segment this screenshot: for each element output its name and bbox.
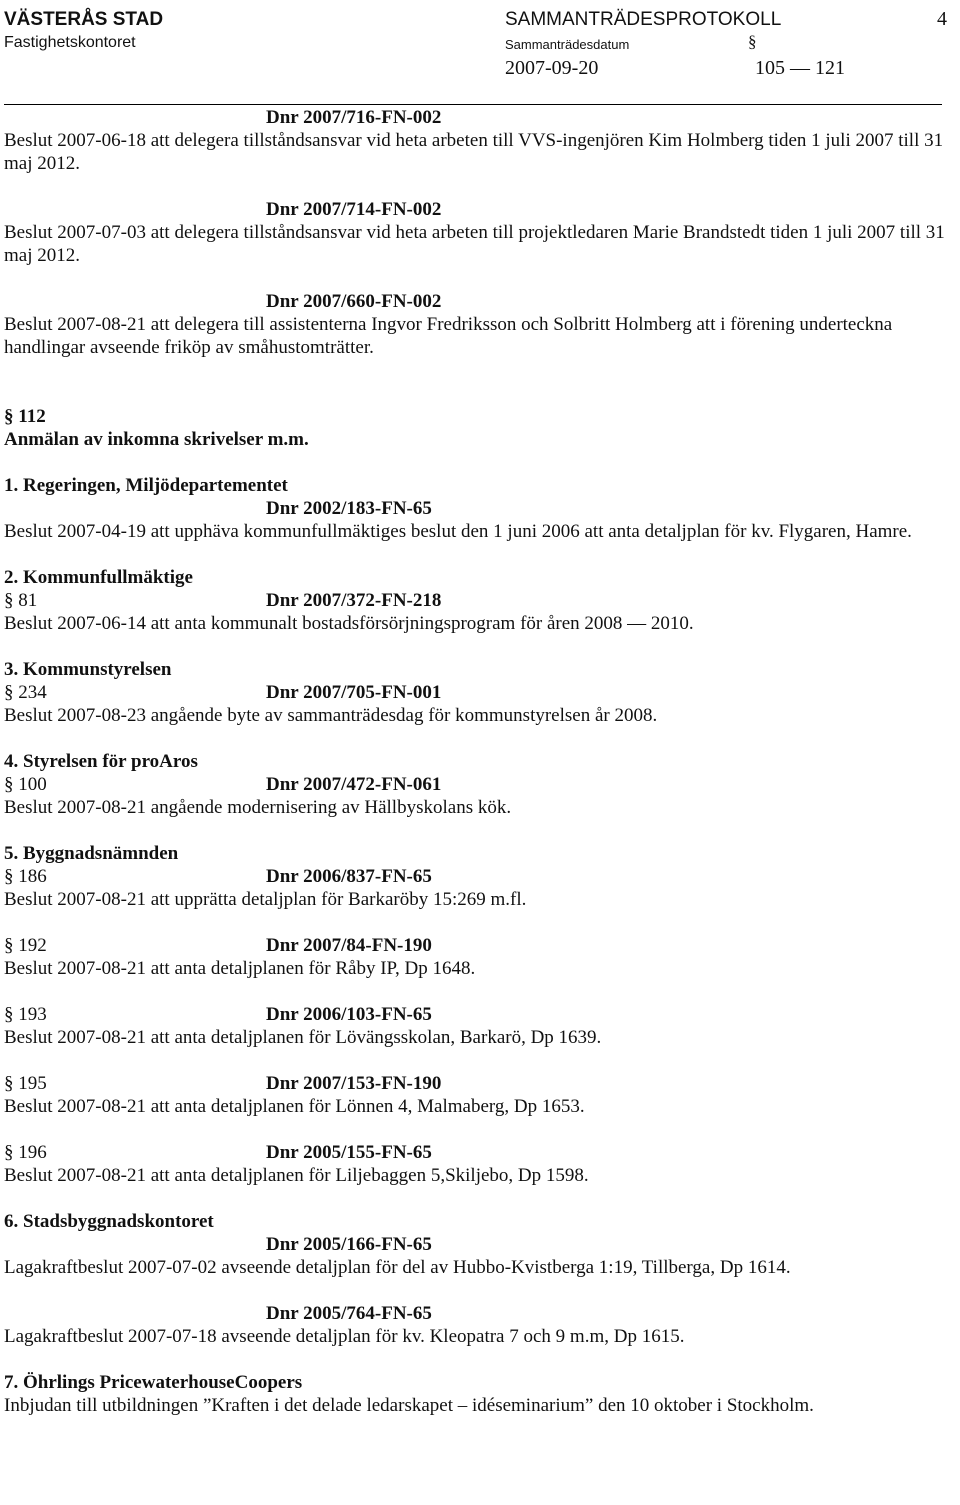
decision-text: Beslut 2007-08-21 att anta detaljplanen för Liljebaggen 5,Skiljebo, Dp 1598.	[4, 1165, 589, 1186]
city-name: VÄSTERÅS STAD	[4, 9, 164, 30]
entry-ref-row	[4, 681, 954, 704]
intro-item	[4, 106, 954, 175]
paragraph-ref: § 234	[4, 682, 47, 703]
decision-text: Beslut 2007-08-21 angående modernisering av Hällbyskolans kök.	[4, 797, 512, 818]
group-heading: 3. Kommunstyrelsen	[4, 659, 172, 680]
dnr-number: Dnr 2007/714-FN-002	[266, 199, 442, 220]
dnr-number: Dnr 2005/155-FN-65	[266, 1142, 432, 1163]
dnr-number: Dnr 2002/183-FN-65	[266, 498, 432, 519]
decision-text: Inbjudan till utbildningen ”Kraften i det delade ledarskapet – idéseminarium” den 10 oktober i Stockholm.	[4, 1395, 814, 1416]
section-number: § 112	[4, 406, 46, 427]
entry-ref-row	[4, 589, 954, 612]
entry	[4, 934, 954, 980]
intro-item	[4, 290, 954, 359]
decision-text: Beslut 2007-06-14 att anta kommunalt bostadsförsörjningsprogram för åren 2008 — 2010.	[4, 613, 694, 634]
entry	[4, 865, 954, 911]
paragraph-ref: § 195	[4, 1073, 47, 1094]
paragraph-ref: § 100	[4, 774, 47, 795]
group-heading: 1. Regeringen, Miljödepartementet	[4, 475, 288, 496]
dnr-number: Dnr 2006/837-FN-65	[266, 866, 432, 887]
dnr-number: Dnr 2007/716-FN-002	[266, 107, 442, 128]
dnr-number: Dnr 2007/660-FN-002	[266, 291, 442, 312]
entry	[4, 1233, 954, 1279]
paragraph-ref: § 81	[4, 590, 38, 611]
dnr-number: Dnr 2007/472-FN-061	[266, 774, 442, 795]
entry	[4, 1302, 954, 1348]
decision-text: Beslut 2007-08-21 att anta detaljplanen för Lövängsskolan, Barkarö, Dp 1639.	[4, 1027, 602, 1048]
entry-ref-row	[4, 1003, 954, 1026]
decision-text: Beslut 2007-04-19 att upphäva kommunfullmäktiges beslut den 1 juni 2006 att anta detaljplan för kv. Flygaren, Hamre.	[4, 521, 912, 542]
entry-ref-row	[4, 1141, 954, 1164]
entry	[4, 1141, 954, 1187]
group-heading: 4. Styrelsen för proAros	[4, 751, 198, 772]
section-heading	[4, 405, 954, 451]
header-left	[4, 8, 163, 54]
group-heading: 7. Öhrlings PricewaterhouseCoopers	[4, 1372, 303, 1393]
group-heading: 6. Stadsbyggnadskontoret	[4, 1211, 214, 1232]
dnr-number: Dnr 2007/153-FN-190	[266, 1073, 442, 1094]
paragraph-ref: § 186	[4, 866, 47, 887]
meeting-date: 2007-09-20	[505, 57, 599, 79]
decision-text: Beslut 2007-06-18 att delegera tillståndsansvar vid heta arbeten till VVS-ingenjören Kim Holmberg tiden 1 juli 2007 till 31 maj 2012.	[4, 130, 944, 174]
page-number: 4	[937, 8, 947, 30]
entry-ref-row	[4, 865, 954, 888]
intro-item	[4, 198, 954, 267]
group-proaros	[4, 750, 954, 819]
dnr-number: Dnr 2007/372-FN-218	[266, 590, 442, 611]
paragraph-ref: § 196	[4, 1142, 47, 1163]
dnr-number: Dnr 2005/764-FN-65	[266, 1303, 432, 1324]
entry	[4, 1072, 954, 1118]
decision-text: Beslut 2007-08-21 att anta detaljplanen för Råby IP, Dp 1648.	[4, 958, 476, 979]
dnr-number: Dnr 2006/103-FN-65	[266, 1004, 432, 1025]
header-section-sign: §	[748, 32, 757, 51]
header-middle	[505, 8, 905, 56]
group-stadsbyggnadskontoret	[4, 1210, 954, 1348]
group-regeringen	[4, 474, 954, 543]
decision-text: Lagakraftbeslut 2007-07-18 avseende detaljplan för kv. Kleopatra 7 och 9 m.m, Dp 1615.	[4, 1326, 685, 1347]
section-title: Anmälan av inkomna skrivelser m.m.	[4, 429, 309, 450]
document-body	[4, 106, 954, 1417]
dnr-number: Dnr 2007/705-FN-001	[266, 682, 442, 703]
decision-text: Beslut 2007-08-23 angående byte av sammanträdesdag för kommunstyrelsen år 2008.	[4, 705, 658, 726]
header-divider	[4, 104, 942, 105]
group-kommunfullmaktige	[4, 566, 954, 635]
entry-ref-row	[4, 1072, 954, 1095]
entry-ref-row	[4, 773, 954, 796]
decision-text: Beslut 2007-07-03 att delegera tillståndsansvar vid heta arbeten till projektledaren Marie Brandstedt tiden 1 juli 2007 till 31 maj 2012.	[4, 222, 945, 266]
dnr-number: Dnr 2007/84-FN-190	[266, 935, 432, 956]
paragraph-ref: § 193	[4, 1004, 47, 1025]
decision-text: Beslut 2007-08-21 att delegera till assistenterna Ingvor Fredriksson och Solbritt Holmberg att i förening underteckna handlingar avseende friköp av småhustomträtter.	[4, 314, 893, 358]
document-type: SAMMANTRÄDESPROTOKOLL	[505, 9, 782, 30]
paragraph-ref: § 192	[4, 935, 47, 956]
decision-text: Lagakraftbeslut 2007-07-02 avseende detaljplan för del av Hubbo-Kvistberga 1:19, Tillberga, Dp 1614.	[4, 1257, 791, 1278]
group-pwc	[4, 1371, 954, 1417]
group-byggnadsnamnden	[4, 842, 954, 1187]
group-kommunstyrelsen	[4, 658, 954, 727]
office-name: Fastighetskontoret	[4, 34, 136, 51]
section-range: 105 — 121	[755, 57, 845, 79]
entry	[4, 1003, 954, 1049]
date-label: Sammanträdesdatum	[505, 37, 630, 52]
dnr-number: Dnr 2005/166-FN-65	[266, 1234, 432, 1255]
decision-text: Beslut 2007-08-21 att upprätta detaljplan för Barkaröby 15:269 m.fl.	[4, 889, 527, 910]
decision-text: Beslut 2007-08-21 att anta detaljplanen för Lönnen 4, Malmaberg, Dp 1653.	[4, 1096, 585, 1117]
group-heading: 5. Byggnadsnämnden	[4, 843, 179, 864]
entry-ref-row	[4, 934, 954, 957]
group-heading: 2. Kommunfullmäktige	[4, 567, 193, 588]
